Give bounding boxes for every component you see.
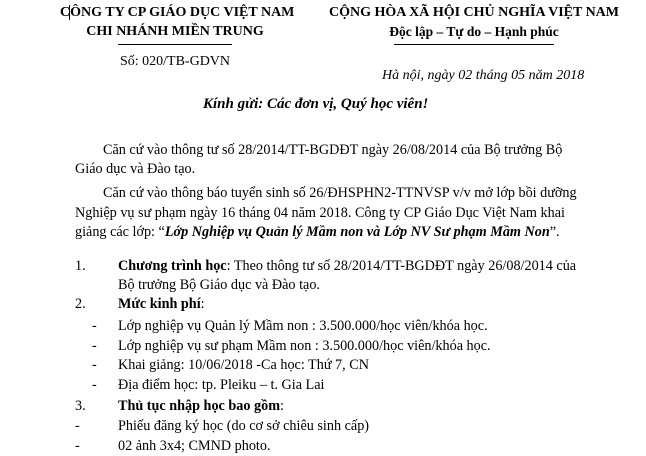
paragraph-2-line-3 — [75, 224, 560, 241]
section-1-text: : Theo thông tư số 28/2014/TT-BGDĐT ngày 26/08/2014 của — [226, 258, 577, 274]
course-intro: giảng các lớp: “ — [75, 224, 165, 240]
fee-item-3: Khai giảng: 10/06/2018 -Ca học: Thứ 7, CN — [118, 357, 369, 373]
branch-name: CHI NHÁNH MIỀN TRUNG — [86, 24, 264, 39]
republic-title: CỘNG HÒA XÃ HỘI CHỦ NGHĨA VIỆT NAM — [328, 5, 619, 20]
paragraph-2-line-1: Căn cứ vào thông báo tuyển sinh số 26/ĐHSPHN2-TTNVSP v/v mở lớp bồi dưỡng — [103, 185, 577, 201]
header-right-underline — [394, 44, 554, 45]
section-3-number: 3. — [75, 398, 86, 414]
document-number: Số: 020/TB-GDVN — [119, 54, 231, 69]
enroll-item-2: 02 ảnh 3x4; CMND photo. — [118, 438, 271, 454]
section-1-number: 1. — [75, 258, 86, 274]
enroll-bullet-1: - — [75, 418, 80, 434]
section-3-heading — [118, 398, 284, 415]
section-3-colon: : — [280, 398, 284, 414]
paragraph-1-line-1: Căn cứ vào thông tư số 28/2014/TT-BGDĐT ngày 26/08/2014 của Bộ trưởng Bộ — [103, 142, 563, 158]
greeting-label: Kính gửi: — [203, 96, 264, 112]
section-2-heading — [118, 296, 205, 313]
section-2-title: Mức kinh phí — [118, 296, 201, 312]
greeting — [203, 96, 428, 113]
fee-bullet-2: - — [92, 338, 97, 354]
section-3-title: Thủ tục nhập học bao gồm — [118, 398, 281, 414]
section-1-line-1 — [118, 258, 576, 275]
paragraph-2-line-2: Nghiệp vụ sư phạm ngày 16 tháng 04 năm 2018. Công ty CP Giáo Dục Việt Nam khai — [75, 205, 565, 221]
section-1-line-2: Bộ trưởng Bộ Giáo dục và Đào tạo. — [118, 277, 320, 293]
section-2-number: 2. — [75, 296, 86, 312]
fee-bullet-4: - — [92, 377, 97, 393]
fee-bullet-3: - — [92, 357, 97, 373]
section-2-colon: : — [200, 296, 205, 312]
section-1-title: Chương trình học — [118, 258, 227, 274]
greeting-recipients: Các đơn vị, Quý học viên! — [267, 96, 429, 112]
document-date: Hà nội, ngày 02 tháng 05 năm 2018 — [382, 68, 585, 83]
company-name: CÔNG TY CP GIÁO DỤC VIỆT NAM — [60, 5, 295, 20]
enroll-bullet-2: - — [75, 438, 80, 454]
fee-item-2: Lớp nghiệp vụ sư phạm Mầm non : 3.500.000/học viên/khóa học. — [118, 338, 491, 354]
paragraph-1-line-2: Giáo dục và Đào tạo. — [75, 161, 196, 177]
fee-bullet-1: - — [92, 318, 97, 334]
fee-item-4: Địa điểm học: tp. Pleiku – t. Gia Lai — [118, 377, 325, 393]
header-left-underline — [118, 44, 232, 45]
national-motto: Độc lập – Tự do – Hạnh phúc — [389, 24, 559, 39]
course-end: ”. — [549, 224, 560, 240]
fee-item-1: Lớp nghiệp vụ Quản lý Mầm non : 3.500.000/học viên/khóa học. — [118, 318, 488, 334]
course-names: Lớp Nghiệp vụ Quản lý Mầm non và Lớp NV Sư phạm Mầm Non — [164, 224, 550, 240]
enroll-item-1: Phiếu đăng ký học (do cơ sở chiêu sinh cấp) — [118, 418, 370, 434]
